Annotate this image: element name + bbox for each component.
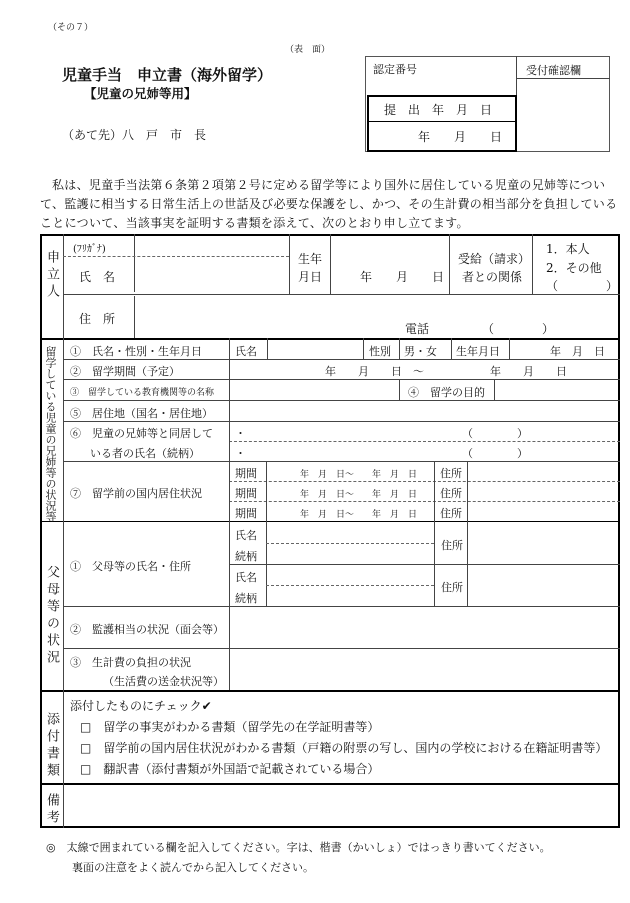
parents-row3-label2: （生活費の送金状況等） [103,675,224,688]
student-row6-label1: ⑥ 児童の兄姉等と同居して [70,427,213,440]
study-purpose-label: ④ 留学の目的 [408,386,485,399]
period-range-2[interactable]: 年 月 日～ 年 月 日 [300,490,418,500]
form-title: 児童手当 申立書（海外留学） [62,66,273,84]
residence-label-3: 住所 [440,507,462,520]
cohabitant-bullet-1: ・ [235,427,246,440]
period-range-3[interactable]: 年 月 日～ 年 月 日 [300,510,418,520]
footer-note-1: ◎ 太線で囲まれている欄を記入してください。字は、楷書（かいしょ）ではっきり書いてください。 [46,841,551,854]
cohabitant-bullet-2: ・ [235,447,246,460]
parent1-name-label: 氏名 [235,529,257,542]
attachment-checkbox-1[interactable]: □ 留学の事実がわかる書類（留学先の在学証明書等） [80,720,380,734]
applicant-name-label: 氏 名 [79,270,116,284]
parents-row2-label: ② 監護相当の状況（面会等） [70,623,224,636]
student-gender-options[interactable]: 男・女 [404,345,437,358]
period-label-2: 期間 [235,487,257,500]
residence-label-1: 住所 [440,467,462,480]
cohabitant-relation-1[interactable]: （ ） [462,427,528,440]
attachment-checkbox-3[interactable]: □ 翻訳書（添付書類が外国語で記載されている場合） [80,762,380,776]
parent1-address-label: 住所 [441,539,463,552]
attachment-checkbox-2[interactable]: □ 留学前の国内居住状況がわかる書類（戸籍の附票の写し、国内の学校における在籍証明書等） [80,741,608,755]
study-period-from[interactable]: 年 月 日 ～ [325,365,424,378]
addressee: （あて先）八 戸 市 長 [62,128,207,142]
parent2-name-label: 氏名 [235,571,257,584]
parent2-relation-label: 続柄 [235,592,257,605]
attachments-section-label: 添付書類 [44,712,59,780]
relation-option-other[interactable]: 2．その他 [546,261,602,275]
student-row1-label: ① 氏名・性別・生年月日 [70,345,202,358]
period-label-1: 期間 [235,467,257,480]
residence-label-2: 住所 [440,487,462,500]
footer-note-2: 裏面の注意をよく読んでから記入してください。 [72,861,314,874]
cert-number-label: 認定番号 [373,63,417,76]
relation-other-paren[interactable]: （ ） [546,279,619,293]
remarks-section-label: 備考 [44,793,59,827]
student-birth-date[interactable]: 年 月 日 [550,345,605,358]
study-period-to[interactable]: 年 月 日 [490,365,567,378]
birth-label-line2: 月日 [298,270,323,284]
student-section-label: 留学している児童の兄姉等の状況等 [44,346,57,522]
form-subtitle: 【児童の兄姉等用】 [84,86,197,101]
student-row2-label: ② 留学期間（予定） [70,365,180,378]
page-label: （その７） [48,23,94,33]
living-expense-input[interactable] [230,649,619,690]
phone-label: 電話 [405,322,430,336]
student-birth-label: 生年月日 [456,345,500,358]
cohabitant-relation-2[interactable]: （ ） [462,447,528,460]
custody-status-input[interactable] [230,607,619,648]
relation-label-line2: 者との関係 [462,270,523,284]
receipt-check-label: 受付確認欄 [526,64,581,77]
parent1-relation-label: 続柄 [235,550,257,563]
side-label: （表 面） [285,45,331,55]
parents-row3-label1: ③ 生計費の負担の状況 [70,656,191,669]
applicant-name-input[interactable] [135,257,288,293]
relation-option-self[interactable]: 1．本人 [546,242,590,256]
applicant-birth-date[interactable]: 年 月 日 [360,270,445,284]
phone-input[interactable]: （ ） [482,322,555,336]
student-row7-label: ⑦ 留学前の国内居住状況 [70,487,202,500]
parents-row1-label: ① 父母等の氏名・住所 [70,560,191,573]
parent2-address-label: 住所 [441,581,463,594]
remarks-input[interactable] [64,785,619,827]
applicant-address-label: 住 所 [79,312,116,326]
birth-label-line1: 生年 [298,252,323,266]
student-gender-label: 性別 [369,345,391,358]
submit-date-label: 提 出 年 月 日 [384,103,493,117]
applicant-section-label: 申立人 [44,250,59,301]
period-range-1[interactable]: 年 月 日～ 年 月 日 [300,470,418,480]
intro-paragraph: 私は、児童手当法第６条第２項第２号に定める留学等により国外に居住している児童の兄姉等について、監護に相当する日常生活上の世話及び必要な保護をし、かつ、その生計費の相当部分を負担していることについて、当該事実を証明する書類を添えて、次のとおり申し立てます。 [40,178,618,230]
furigana-label: (ﾌﾘｶﾞﾅ) [73,244,106,255]
student-row3-label: ③ 留学している教育機関等の名称 [70,388,215,398]
relation-label-line1: 受給（請求） [458,252,531,266]
attachments-instruction: 添付したものにチェック✔ [70,699,212,713]
parents-section-label: 父母等の状況 [44,565,59,667]
submit-date-value: 年 月 日 [418,130,503,144]
period-label-3: 期間 [235,507,257,520]
student-name-label: 氏名 [235,345,257,358]
applicant-address-input[interactable] [135,296,619,318]
student-row5-label: ⑤ 居住地（国名・居住地） [70,407,213,420]
student-row6-label2: いる者の氏名（続柄） [90,447,200,460]
